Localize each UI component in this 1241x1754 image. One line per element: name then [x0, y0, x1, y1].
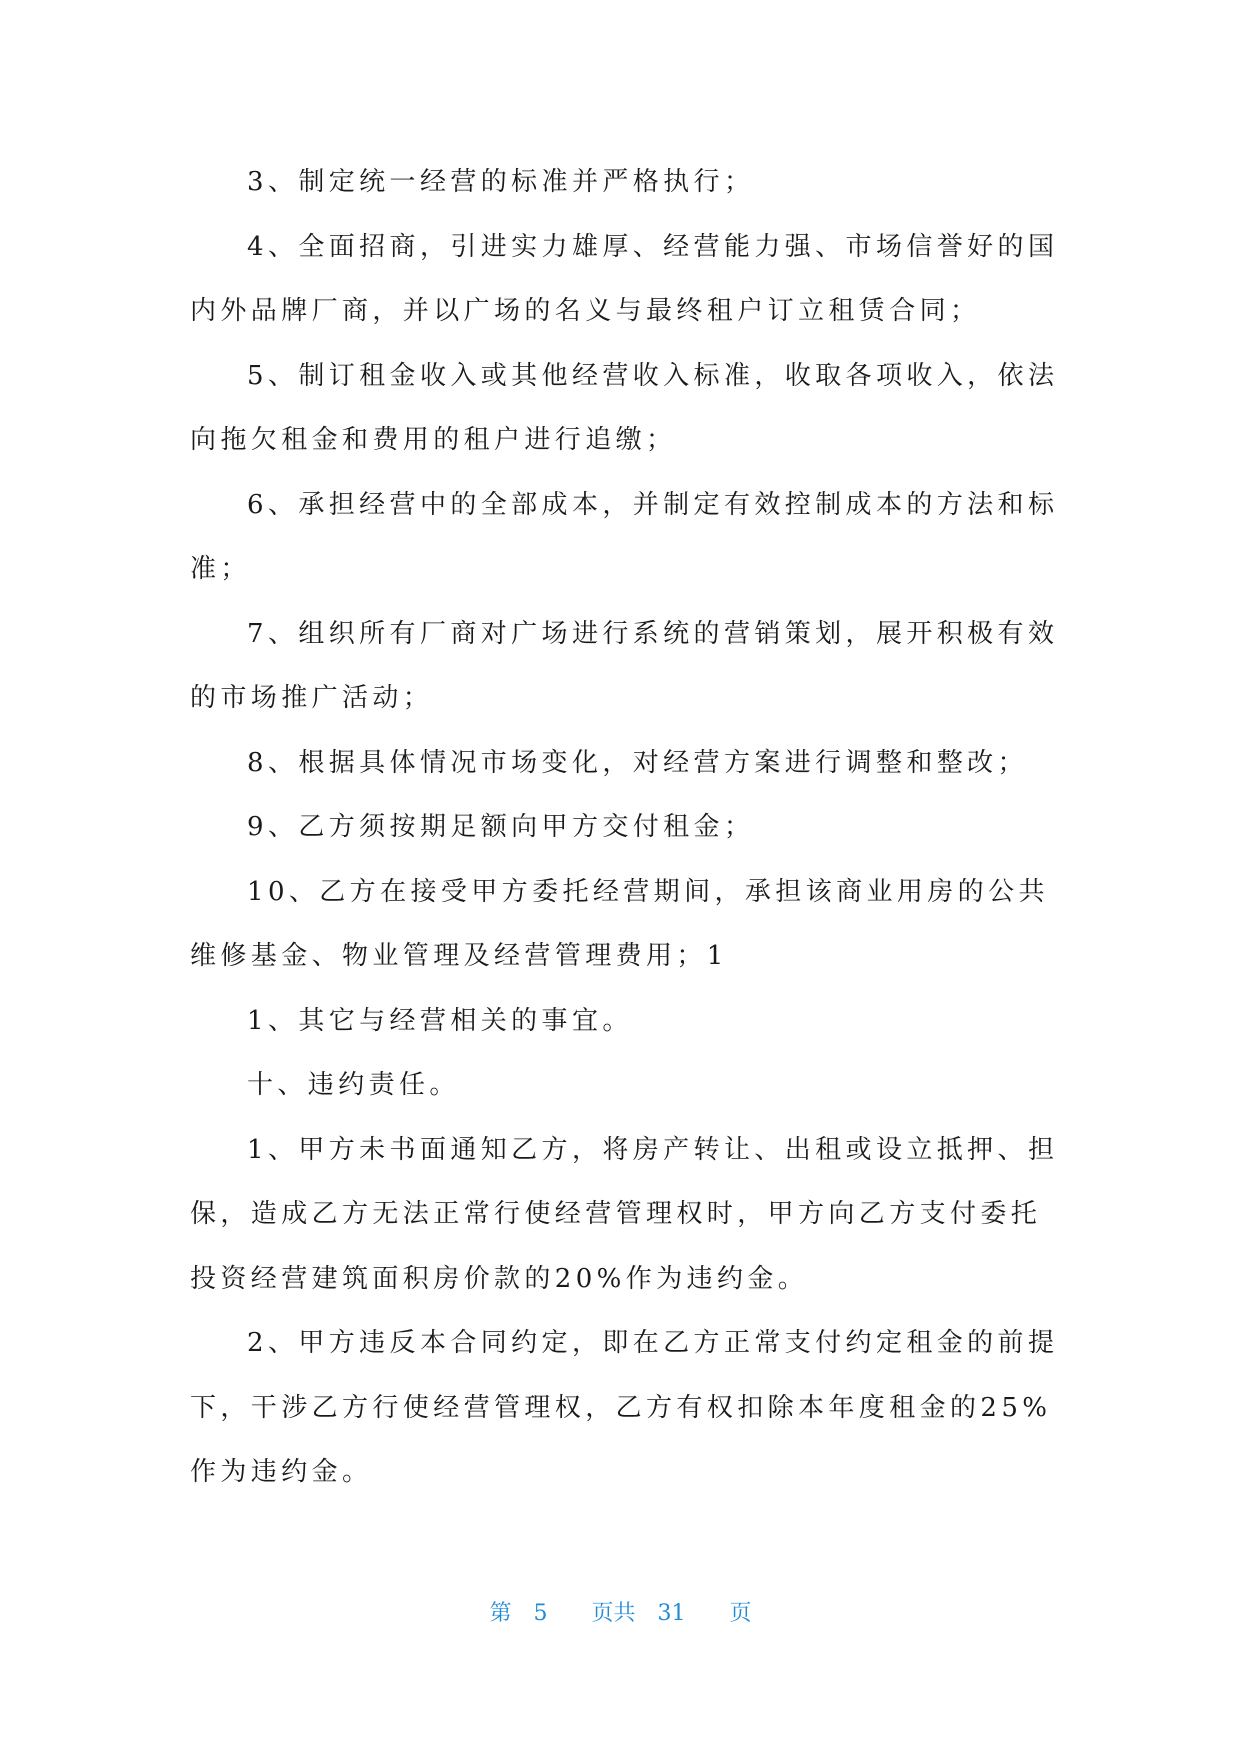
paragraph: 2、甲方违反本合同约定，即在乙方正常支付约定租金的前提下，干涉乙方行使经营管理权，乙方有权扣除本年度租金的25%作为违约金。 — [190, 1328, 1059, 1487]
footer-suffix: 页 — [729, 1601, 752, 1626]
section-heading: 十、违约责任。 — [247, 1070, 460, 1100]
paragraph: 1、其它与经营相关的事宜。 — [247, 1005, 633, 1036]
paragraph: 6、承担经营中的全部成本，并制定有效控制成本的方法和标准； — [190, 489, 1059, 584]
footer-middle: 页共 — [591, 1601, 636, 1626]
current-page-number: 5 — [533, 1601, 548, 1626]
document-body — [190, 150, 1060, 1505]
paragraph: 9、乙方须按期足额向甲方交付租金； — [247, 812, 755, 842]
total-pages-number: 31 — [657, 1601, 686, 1626]
paragraph: 8、根据具体情况市场变化，对经营方案进行调整和整改； — [247, 747, 1028, 778]
paragraph: 5、制订租金收入或其他经营收入标准，收取各项收入，依法向拖欠租金和费用的租户进行追缴； — [190, 360, 1059, 455]
paragraph: 10、乙方在接受甲方委托经营期间，承担该商业用房的公共维修基金、物业管理及经营管理费用；1 — [190, 876, 1049, 971]
paragraph: 3、制定统一经营的标准并严格执行； — [247, 167, 755, 197]
page-number-footer — [0, 1600, 1241, 1628]
paragraph: 1、甲方未书面通知乙方，将房产转让、出租或设立抵押、担保，造成乙方无法正常行使经营管理权时，甲方向乙方支付委托投资经营建筑面积房价款的20%作为违约金。 — [190, 1134, 1059, 1294]
paragraph: 7、组织所有厂商对广场进行系统的营销策划，展开积极有效的市场推广活动； — [190, 618, 1059, 713]
footer-prefix: 第 — [489, 1601, 512, 1626]
paragraph: 4、全面招商，引进实力雄厚、经营能力强、市场信誉好的国内外品牌厂商，并以广场的名义与最终租户订立租赁合同； — [190, 231, 1059, 326]
